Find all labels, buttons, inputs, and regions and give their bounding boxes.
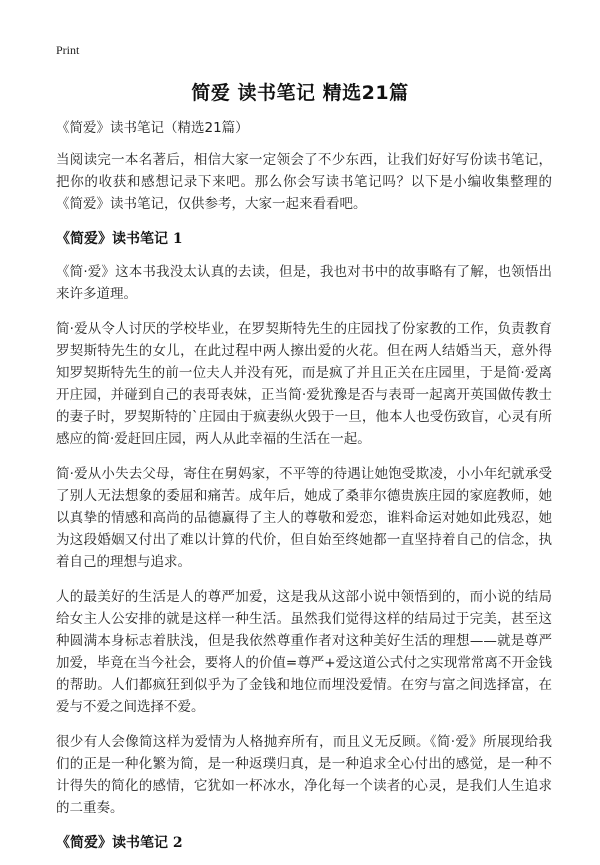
section-1-paragraph-5: 很少有人会像简这样为爱情为人格抛弃所有，而且义无反顾。《简·爱》所展现给我们的正是一种化繁为简，是一种返璞归真，是一种追求全心付出的感觉，是一种不计得失的简化的感情，它犹如一杯冰水，净化每一个读者的心灵，是我们人生追求的二重奏。 <box>56 734 552 816</box>
section-heading-1: 《简爱》读书笔记 1 <box>56 231 183 247</box>
document-title: 简爱 读书笔记 精选21篇 <box>191 82 409 104</box>
section-1-paragraph-1: 《简·爱》这本书我没太认真的去读，但是，我也对书中的故事略有了解，也领悟出来许多道理。 <box>56 264 552 302</box>
section-heading-2: 《简爱》读书笔记 2 <box>56 835 183 851</box>
section-1-paragraph-2: 简·爱从令人讨厌的学校毕业，在罗契斯特先生的庄园找了份家教的工作，负责教育罗契斯特先生的女儿，在此过程中两人擦出爱的火花。但在两人结婚当天，意外得知罗契斯特先生的前一位夫人并没有死，而是疯了并且正关在庄园里，于是简·爱离开庄园，并碰到自己的表哥表妹，正当简·爱犹豫是否与表哥一起离开英国做传教士的妻子时，罗契斯特的`庄园由于疯妻纵火毁于一旦，他本人也受伤致盲，心灵有所感应的简·爱赶回庄园，两人从此幸福的生活在一起。 <box>56 321 552 447</box>
section-1-paragraph-4: 人的最美好的生活是人的尊严加爱，这是我从这部小说中领悟到的，而小说的结局给女主人公安排的就是这样一种生活。虽然我们觉得这样的结局过于完美，甚至这种圆满本身标志着肤浅，但是我依然尊重作者对这种美好生活的理想——就是尊严加爱，毕竟在当今社会，要将人的价值=尊严+爱这道公式付之实现常常离不开金钱的帮助。人们都疯狂到似乎为了金钱和地位而埋没爱情。在穷与富之间选择富，在爱与不爱之间选择不爱。 <box>56 589 552 715</box>
section-1-paragraph-3: 简·爱从小失去父母，寄住在舅妈家，不平等的待遇让她饱受欺凌，小小年纪就承受了别人无法想象的委屈和痛苦。成年后，她成了桑菲尔德贵族庄园的家庭教师，她以真挚的情感和高尚的品德赢得了主人的尊敬和爱恋，谁料命运对她如此残忍，她为这段婚姻又付出了难以计算的代价，但自始至终她都一直坚持着自己的信念，执着自己的理想与追求。 <box>56 466 552 570</box>
intro-paragraph: 当阅读完一本名著后，相信大家一定领会了不少东西，让我们好好写份读书笔记，把你的收获和感想记录下来吧。那么你会写读书笔记吗？以下是小编收集整理的《简爱》读书笔记，仅供参考，大家一起来看看吧。 <box>56 152 552 212</box>
document-subtitle: 《简爱》读书笔记（精选21篇） <box>56 120 249 136</box>
document-body <box>56 117 552 865</box>
print-label: Print <box>56 43 80 57</box>
